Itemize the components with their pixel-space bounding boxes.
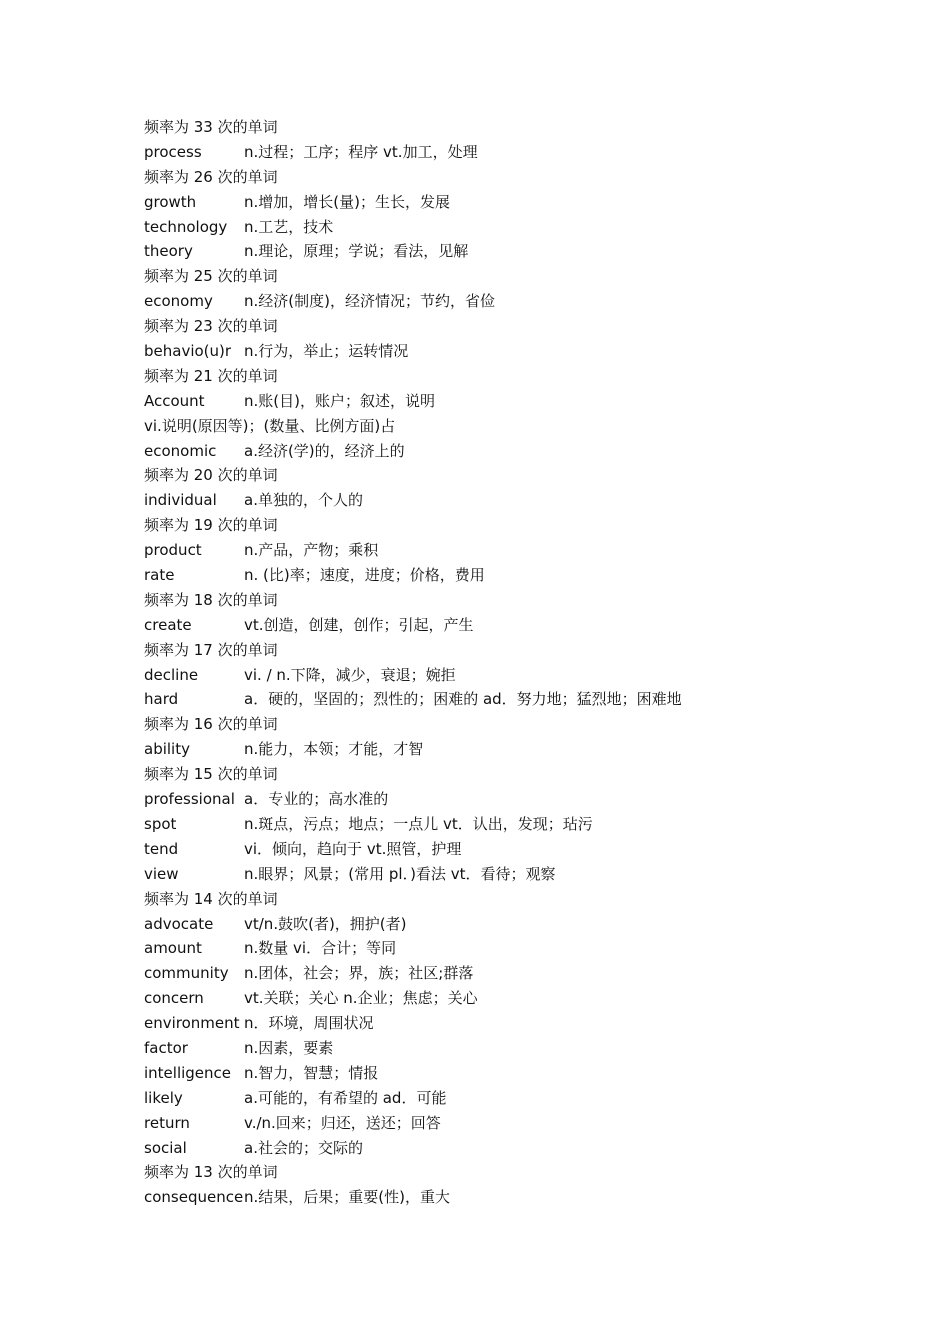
vocab-word: consequence	[144, 1188, 244, 1207]
vocab-definition: vi．倾向，趋向于 vt.照管，护理	[244, 839, 462, 858]
vocab-entry	[144, 961, 924, 986]
vocab-word: create	[144, 615, 192, 634]
vocab-word: tend	[144, 839, 179, 858]
vocab-definition: n.行为，举止；运转情况	[244, 342, 409, 361]
frequency-heading: 频率为 26 次的单词	[144, 167, 278, 186]
vocab-definition: vi. / n.下降，减少，衰退；婉拒	[244, 665, 456, 684]
frequency-heading: 频率为 33 次的单词	[144, 118, 278, 136]
vocab-word: economy	[144, 292, 213, 311]
vocab-definition: a.经济(学)的，经济上的	[244, 441, 405, 460]
vocab-word: decline	[144, 665, 199, 684]
vocab-entry	[144, 239, 924, 264]
vocab-definition: n.增加，增长(量)；生长，发展	[244, 192, 450, 211]
vocab-entry	[144, 787, 924, 812]
frequency-heading: 频率为 15 次的单词	[144, 765, 278, 784]
vocab-word: environment	[144, 1014, 240, 1033]
vocab-word: community	[144, 964, 229, 983]
vocab-word: factor	[144, 1038, 188, 1057]
vocab-definition: n. (比)率；速度，进度；价格，费用	[244, 566, 485, 585]
frequency-heading: 频率为 25 次的单词	[144, 267, 278, 286]
vocab-definition: a.单独的，个人的	[244, 491, 363, 510]
vocab-entry	[144, 613, 924, 638]
vocab-entry	[144, 439, 924, 464]
vocab-entry	[144, 389, 924, 414]
vocab-entry	[144, 837, 924, 862]
frequency-heading: 频率为 23 次的单词	[144, 317, 278, 336]
frequency-heading: 频率为 13 次的单词	[144, 1163, 278, 1182]
vocab-definition: n.结果，后果；重要(性)，重大	[244, 1188, 450, 1207]
vocab-entry	[144, 215, 924, 240]
vocab-definition: n.产品，产物；乘积	[244, 541, 379, 560]
vocab-word: spot	[144, 814, 177, 833]
vocab-entry	[144, 1086, 924, 1111]
vocab-word: Account	[144, 391, 205, 410]
vocab-definition: vt.创造，创建，创作；引起，产生	[244, 615, 474, 634]
frequency-heading: 频率为 16 次的单词	[144, 715, 278, 734]
vocab-word: social	[144, 1138, 187, 1157]
vocab-definition: a.社会的；交际的	[244, 1138, 363, 1157]
vocab-entry	[144, 488, 924, 513]
definition-continuation: vi.说明(原因等)；(数量、比例方面)占	[144, 416, 396, 435]
vocab-entry	[144, 190, 924, 215]
vocab-entry	[144, 1185, 924, 1210]
frequency-heading: 频率为 20 次的单词	[144, 466, 278, 485]
frequency-heading: 频率为 19 次的单词	[144, 516, 278, 535]
vocab-definition: vt/n.鼓吹(者)，拥护(者)	[244, 914, 407, 933]
vocab-entry	[144, 936, 924, 961]
vocab-entry	[144, 563, 924, 588]
frequency-heading: 频率为 17 次的单词	[144, 640, 278, 659]
vocab-definition: n.因素，要素	[244, 1038, 334, 1057]
vocab-definition: n.过程；工序；程序 vt.加工，处理	[244, 142, 478, 161]
vocab-word: individual	[144, 491, 217, 510]
vocab-definition: n.工艺，技术	[244, 217, 334, 236]
vocab-word: hard	[144, 690, 179, 709]
vocab-definition: vt.关联；关心 n.企业；焦虑；关心	[244, 989, 478, 1008]
vocab-word: advocate	[144, 914, 214, 933]
frequency-heading: 频率为 18 次的单词	[144, 590, 278, 609]
vocab-entry	[144, 862, 924, 887]
vocab-entry	[144, 912, 924, 937]
vocab-definition: n.数量 vi．合计；等同	[244, 939, 397, 958]
vocab-word: return	[144, 1113, 190, 1132]
vocab-definition: n．环境，周围状况	[244, 1014, 374, 1033]
vocab-word: view	[144, 864, 179, 883]
vocab-entry	[144, 663, 924, 688]
vocab-definition: a．硬的，坚固的；烈性的；困难的 ad．努力地；猛烈地；困难地	[244, 690, 682, 709]
frequency-heading: 频率为 14 次的单词	[144, 889, 278, 908]
frequency-heading: 频率为 21 次的单词	[144, 366, 278, 385]
vocab-entry	[144, 1061, 924, 1086]
vocab-entry	[144, 1011, 924, 1036]
vocab-entry	[144, 1111, 924, 1136]
vocab-definition: n.智力，智慧；情报	[244, 1063, 379, 1082]
vocab-definition: n.账(目)，账户；叙述，说明	[244, 391, 435, 410]
vocab-word: technology	[144, 217, 228, 236]
vocab-entry	[144, 812, 924, 837]
vocab-definition: n.理论，原理；学说；看法，见解	[244, 242, 469, 261]
vocab-word: theory	[144, 242, 193, 261]
vocab-entry	[144, 737, 924, 762]
vocab-word: growth	[144, 192, 197, 211]
document-page	[144, 115, 924, 1210]
vocab-entry	[144, 986, 924, 1011]
vocab-word: concern	[144, 989, 204, 1008]
vocab-entry	[144, 140, 924, 165]
vocab-word: likely	[144, 1088, 183, 1107]
vocab-word: product	[144, 541, 202, 560]
vocab-definition: n.团体，社会；界，族；社区;群落	[244, 964, 474, 983]
vocab-definition: a．专业的；高水准的	[244, 790, 389, 809]
vocab-definition: n.斑点，污点；地点；一点儿 vt．认出，发现；玷污	[244, 814, 593, 833]
vocab-definition: v./n.回来；归还，送还；回答	[244, 1113, 441, 1132]
vocab-definition: n.能力，本领；才能，才智	[244, 740, 424, 759]
vocab-entry	[144, 687, 924, 712]
vocab-entry	[144, 538, 924, 563]
vocab-definition: n.经济(制度)，经济情况；节约，省俭	[244, 292, 495, 311]
vocab-word: behavio(u)r	[144, 342, 232, 361]
vocab-word: process	[144, 142, 202, 161]
vocab-entry	[144, 289, 924, 314]
vocab-word: economic	[144, 441, 217, 460]
vocab-definition: a.可能的，有希望的 ad．可能	[244, 1088, 447, 1107]
vocab-word: amount	[144, 939, 202, 958]
vocab-entry	[144, 339, 924, 364]
vocab-word: rate	[144, 566, 175, 585]
vocab-word: ability	[144, 740, 190, 759]
vocab-entry	[144, 1136, 924, 1161]
vocab-word: intelligence	[144, 1063, 232, 1082]
vocab-definition: n.眼界；风景；(常用 pl．)看法 vt．看待；观察	[244, 864, 556, 883]
vocab-word: professional	[144, 790, 235, 809]
vocab-entry	[144, 1036, 924, 1061]
